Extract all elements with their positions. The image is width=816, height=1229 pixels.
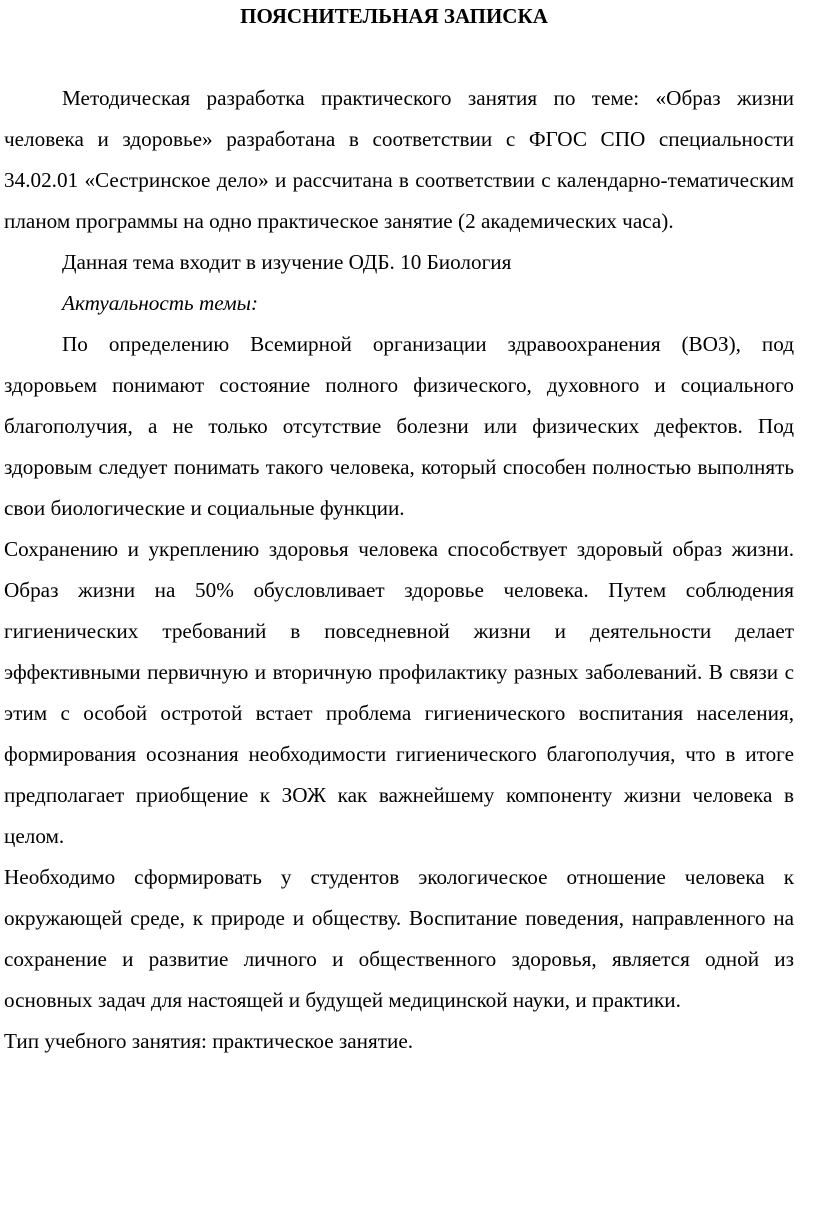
paragraph-ecological-attitude: Необходимо сформировать у студентов экологическое отношение человека к окружающей среде, к природе и обществу. Воспитание поведения, направленного на сохранение и развитие личного и общественного здоровья, является одной из основных задач для настоящей и будущей медицинской науки, и практики. [4, 865, 794, 1012]
paragraph-lesson-type: Тип учебного занятия: практическое занятие. [4, 1029, 414, 1053]
paragraph-methodology: Методическая разработка практического занятия по теме: «Образ жизни человека и здоровье» разработана в соответствии с ФГОС СПО специальности 34.02.01 «Сестринское дело» и рассчитана в соответствии с календарно-тематическим планом программы на одно практическое занятие (2 академических часа). [4, 86, 794, 233]
document-body [4, 78, 794, 1062]
document-title: ПОЯСНИТЕЛЬНАЯ ЗАПИСКА [240, 4, 548, 28]
paragraph-who-definition: По определению Всемирной организации здравоохранения (ВОЗ), под здоровьем понимают состояние полного физического, духовного и социального благополучия, а не только отсутствие болезни или физических дефектов. Под здоровым следует понимать такого человека, который способен полностью выполнять свои биологические и социальные функции. [4, 332, 794, 520]
paragraph-relevance-heading: Актуальность темы: [62, 291, 259, 315]
paragraph-healthy-lifestyle: Сохранению и укреплению здоровья человека способствует здоровый образ жизни. Образ жизни на 50% обусловливает здоровье человека. Путем соблюдения гигиенических требований в повседневной жизни и деятельности делает эффективными первичную и вторичную профилактику разных заболеваний. В связи с этим с особой остротой встает проблема гигиенического воспитания населения, формирования осознания необходимости гигиенического благополучия, что в итоге предполагает приобщение к ЗОЖ как важнейшему компоненту жизни человека в целом. [4, 537, 794, 848]
paragraph-topic-scope: Данная тема входит в изучение ОДБ. 10 Биология [62, 250, 512, 274]
